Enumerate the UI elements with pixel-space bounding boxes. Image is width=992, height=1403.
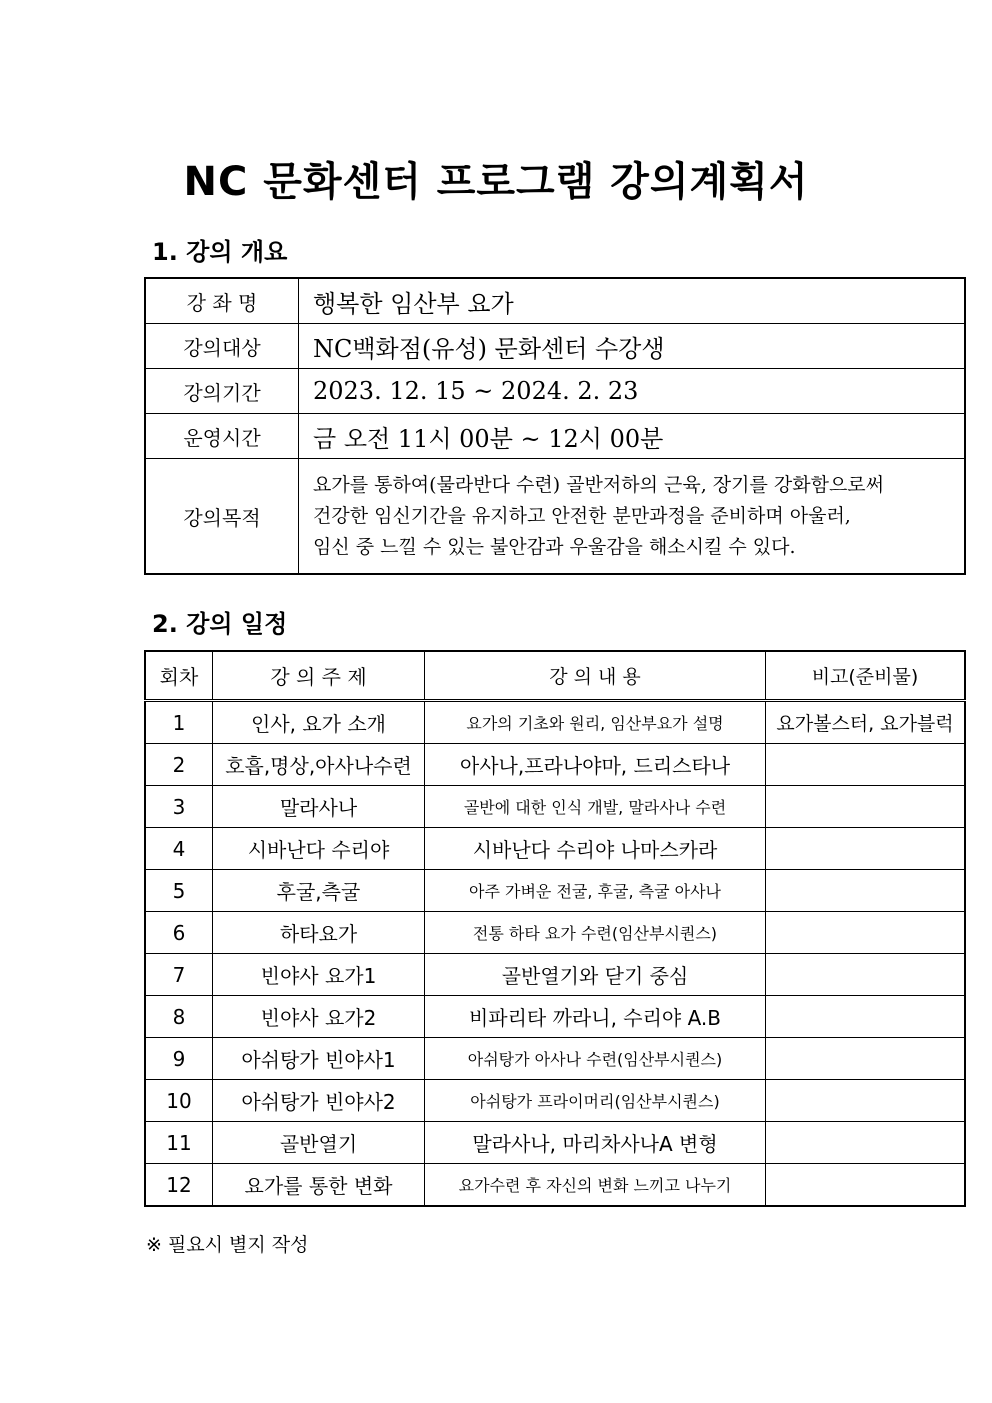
session-note: [766, 954, 966, 996]
session-topic: 아쉬탕가 빈야사2: [213, 1080, 425, 1122]
schedule-table: [144, 650, 966, 1207]
overview-label: 강의기간: [145, 369, 299, 414]
table-row: [145, 701, 965, 744]
overview-label: 강의대상: [145, 324, 299, 369]
table-row: [145, 1164, 965, 1207]
session-note: [766, 744, 966, 786]
column-header: 비고(준비물): [766, 651, 966, 701]
overview-row: [145, 369, 965, 414]
session-content: 말라사나, 마리차사나A 변형: [425, 1122, 766, 1164]
session-number: 3: [145, 786, 213, 828]
session-number: 1: [145, 701, 213, 744]
session-content: 전통 하타 요가 수련(임산부시퀀스): [425, 912, 766, 954]
overview-row: [145, 414, 965, 459]
session-number: 4: [145, 828, 213, 870]
session-topic: 아쉬탕가 빈야사1: [213, 1038, 425, 1080]
session-content: 아주 가벼운 전굴, 후굴, 측굴 아사나: [425, 870, 766, 912]
session-note: [766, 1122, 966, 1164]
overview-label: 강 좌 명: [145, 278, 299, 324]
overview-row: [145, 324, 965, 369]
session-topic: 인사, 요가 소개: [213, 701, 425, 744]
session-note: [766, 1080, 966, 1122]
session-number: 8: [145, 996, 213, 1038]
goal-line: 임신 중 느낄 수 있는 불안감과 우울감을 해소시킬 수 있다.: [313, 535, 796, 558]
overview-row: [145, 459, 965, 575]
session-topic: 골반열기: [213, 1122, 425, 1164]
session-note: [766, 1038, 966, 1080]
session-topic: 말라사나: [213, 786, 425, 828]
session-topic: 후굴,측굴: [213, 870, 425, 912]
session-topic: 빈야사 요가1: [213, 954, 425, 996]
goal-line: 건강한 임신기간을 유지하고 안전한 분만과정을 준비하며 아울러,: [313, 504, 851, 527]
session-topic: 빈야사 요가2: [213, 996, 425, 1038]
session-number: 11: [145, 1122, 213, 1164]
footnote: ※ 필요시 별지 작성: [146, 1234, 309, 1256]
table-row: [145, 996, 965, 1038]
table-row: [145, 1080, 965, 1122]
session-content: 아쉬탕가 프라이머리(임산부시퀀스): [425, 1080, 766, 1122]
table-row: [145, 1038, 965, 1080]
session-content: 요가의 기초와 원리, 임산부요가 설명: [425, 701, 766, 744]
session-number: 9: [145, 1038, 213, 1080]
session-number: 7: [145, 954, 213, 996]
session-topic: 요가를 통한 변화: [213, 1164, 425, 1207]
session-number: 10: [145, 1080, 213, 1122]
table-row: [145, 870, 965, 912]
session-topic: 호흡,명상,아사나수련: [213, 744, 425, 786]
session-note: [766, 1164, 966, 1207]
session-topic: 시바난다 수리야: [213, 828, 425, 870]
overview-value: NC백화점(유성) 문화센터 수강생: [299, 324, 966, 369]
session-note: [766, 870, 966, 912]
session-content: 아사나,프라나야마, 드리스타나: [425, 744, 766, 786]
document-title: NC 문화센터 프로그램 강의계획서: [183, 159, 809, 205]
table-row: [145, 912, 965, 954]
session-note: [766, 828, 966, 870]
overview-value: 2023. 12. 15 ~ 2024. 2. 23: [299, 369, 966, 414]
table-row: [145, 744, 965, 786]
overview-table: [144, 277, 966, 575]
overview-row: [145, 278, 965, 324]
goal-line: 요가를 통하여(물라반다 수련) 골반저하의 근육, 장기를 강화함으로써: [313, 473, 885, 496]
session-number: 5: [145, 870, 213, 912]
session-note: [766, 786, 966, 828]
session-number: 6: [145, 912, 213, 954]
overview-label: 강의목적: [145, 459, 299, 575]
session-number: 2: [145, 744, 213, 786]
table-row: [145, 1122, 965, 1164]
table-row: [145, 828, 965, 870]
schedule-header-row: [145, 651, 965, 701]
session-number: 12: [145, 1164, 213, 1207]
overview-value: 금 오전 11시 00분 ~ 12시 00분: [299, 414, 966, 459]
session-content: 골반에 대한 인식 개발, 말라사나 수련: [425, 786, 766, 828]
overview-goal: [299, 459, 966, 575]
overview-value: 행복한 임산부 요가: [299, 278, 966, 324]
session-content: 요가수련 후 자신의 변화 느끼고 나누기: [425, 1164, 766, 1207]
column-header: 강 의 주 제: [213, 651, 425, 701]
table-row: [145, 954, 965, 996]
overview-label: 운영시간: [145, 414, 299, 459]
table-row: [145, 786, 965, 828]
session-content: 아쉬탕가 아사나 수련(임산부시퀀스): [425, 1038, 766, 1080]
session-note: [766, 912, 966, 954]
session-note: [766, 996, 966, 1038]
session-note: 요가볼스터, 요가블럭: [766, 701, 966, 744]
section-schedule-heading: 2. 강의 일정: [152, 610, 288, 638]
session-topic: 하타요가: [213, 912, 425, 954]
section-overview-heading: 1. 강의 개요: [152, 238, 288, 266]
session-content: 골반열기와 닫기 중심: [425, 954, 766, 996]
session-content: 비파리타 까라니, 수리야 A.B: [425, 996, 766, 1038]
column-header: 강 의 내 용: [425, 651, 766, 701]
session-content: 시바난다 수리야 나마스카라: [425, 828, 766, 870]
column-header: 회차: [145, 651, 213, 701]
